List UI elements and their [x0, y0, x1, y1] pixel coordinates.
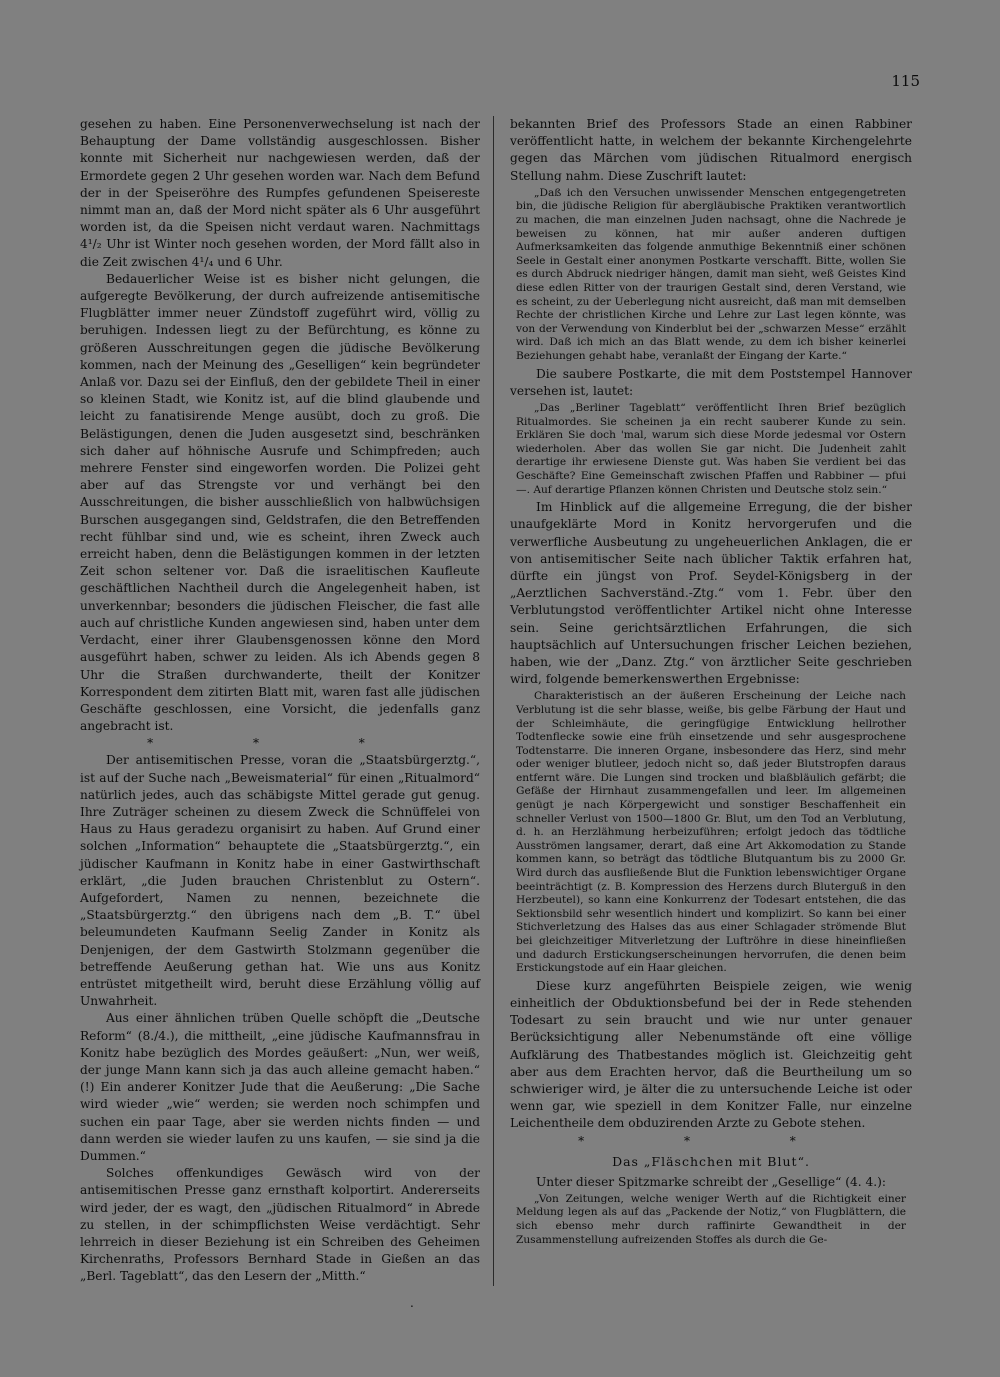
right-paragraph-4: Diese kurz angeführten Beispiele zeigen, wie wenig einheitlich der Obduktionsbefund bei der in Rede stehenden Todesart zu sein braucht und wie nur unter genauer Berücksichtigung aller Nebenumstände oft eine völlige Aufklärung des Thatbestandes möglich ist. Gleichzeitig geht aber aus dem Erachten hervor, daß die Beurtheilung um so schwieriger wird, je älter die zu untersuchende Leiche ist oder wenn gar, wie speziell in dem Konitzer Falle, nur einzelne Leichentheile dem obduzirenden Arzte zu Gebote stehen.	[510, 978, 912, 1131]
quote-postcard: „Das „Berliner Tageblatt“ veröffentlicht Ihren Brief bezüglich Ritualmordes. Sie scheinen ja ein recht sauberer Kunde zu sein. Erklären Sie doch 'mal, warum sich diese Morde jedesmal vor Ostern wiederholen. Aber das wollen Sie gar nicht. Die Judenheit zahlt derartige ihr erwiesene Dienste gut. Was haben Sie verdient bei das Geschäfte? Eine Gemeinschaft zwischen Pfaffen und Rabbiner — pfui —. Auf derartige Pflanzen können Christen und Deutsche stolz sein.“	[516, 401, 906, 496]
right-column	[510, 116, 912, 1249]
right-paragraph-5: Unter dieser Spitzmarke schreibt der „Gesellige“ (4. 4.):	[536, 1174, 886, 1189]
left-paragraph-3: Der antisemitischen Presse, voran die „Staatsbürgerztg.“, ist auf der Suche nach „Beweismaterial“ für einen „Ritualmord“ natürlich jedes, auch das schäbigste Mittel gerade gut genug. Ihre Zuträger scheinen zu diesem Zweck die Schnüffelei von Haus zu Haus geradezu organisirt zu haben. Auf Grund einer solchen „Information“ behauptete die „Staatsbürgerztg.“, ein jüdischer Kaufmann in Konitz habe in einer Gastwirthschaft erklärt, „die Juden brauchen Christenblut zu Ostern“. Aufgefordert, Namen zu nennen, bezeichnete die „Staatsbürgerztg.“ den übrigens nach dem „B. T.“ übel beleumundeten Kaufmann Seelig Zander in Konitz als Denjenigen, der dem Gastwirth Stolzmann gegenüber die betreffende Aeußerung gethan hat. Wie uns aus Konitz entrüstet mitgetheilt wird, beruht diese Erzählung völlig auf Unwahrheit.	[80, 753, 480, 1009]
left-paragraph-5: Solches offenkundiges Gewäsch wird von der antisemitischen Presse ganz ernsthaft kolportirt. Andererseits wird jeder, der es wagt, den „jüdischen Ritualmord“ in Abrede zu stellen, in der schimpflichsten Weise verdächtigt. Sehr lehrreich in dieser Beziehung ist ein Schreiben des Geheimen Kirchenraths, Professors Bernhard Stade in Gießen an das „Berl. Tageblatt“, das den Lesern der „Mitth.“	[80, 1166, 480, 1284]
left-column	[80, 116, 480, 1286]
left-paragraph-4: Aus einer ähnlichen trüben Quelle schöpft die „Deutsche Reform“ (8./4.), die mittheilt, „eine jüdische Kaufmannsfrau in Konitz habe bezüglich des Mordes geäußert: „Nun, wer weiß, der junge Mann kann sich ja das auch alleine gemacht haben.“ (!) Ein anderer Konitzer Jude that die Aeußerung: „Die Sache wird wieder „wie“ werden; sie werden noch schimpfen und suchen ein paar Tage, aber sie werden nichts finden — und dann werden sie wieder laufen zu uns kaufen, — sie sind ja die Dummen.“	[80, 1011, 480, 1163]
left-paragraph-1: gesehen zu haben. Eine Personenverwechselung ist nach der Behauptung der Dame vollständig ausgeschlossen. Bisher konnte mit Sicherheit nur nachgewiesen werden, daß der Ermordete gegen 2 Uhr gesehen worden war. Nach dem Befund der in der Speiseröhre des Rumpfes gefundenen Speisereste nimmt man an, daß der Mord nicht später als 6 Uhr ausgeführt worden ist, da die Speisen nicht verdaut waren. Nachmittags 4¹/₂ Uhr ist Winter noch gesehen worden, der Mord fällt also in die Zeit zwischen 4¹/₄ und 6 Uhr.	[80, 117, 480, 269]
right-paragraph-2: Die saubere Postkarte, die mit dem Poststempel Hannover versehen ist, lautet:	[510, 366, 912, 398]
section-heading: Das „Fläschchen mit Blut“.	[612, 1153, 810, 1169]
column-divider	[493, 116, 494, 1286]
quote-seydel-findings: Charakteristisch an der äußeren Erscheinung der Leiche nach Verblutung ist die sehr blasse, weiße, bis gelbe Färbung der Haut und der Schleimhäute, die geringfügige Entwicklung hellrother Todtenflecke sowie eine früh einsetzende und sehr ausgesprochene Todtenstarre. Die inneren Organe, insbesondere das Herz, sind mehr oder weniger blutleer, jedoch nicht so, daß jeder Blutstropfen daraus entfernt wäre. Die Lungen sind trocken und blaßbläulich gefärbt; die Gefäße der Hirnhaut zusammengefallen und leer. Im allgemeinen genügt je nach Körpergewicht und sonstiger Beschaffenheit ein schneller Verlust von 1500—1800 Gr. Blut, um den Tod an Verblutung, d. h. an Herzlähmung herbeizuführen; erfolgt jedoch das tödtliche Ausströmen langsamer, derart, daß eine Art Akkomodation zu Stande kommen kann, so beträgt das tödtliche Blutquantum bis zu 2000 Gr. Wird durch das ausfließende Blut die Funktion lebenswichtiger Organe beeinträchtigt (z. B. Kompression des Herzens durch Bluterguß in den Herzbeutel), so kann eine Konkurrenz der Todesart entstehen, die das Sektionsbild sehr wesentlich hindert und komplizirt. So kann bei einer Stichverletzung des Halses das aus einer Schlagader strömende Blut bei gleichzeitiger Mitverletzung der Luftröhre in diese hineinfließen und dadurch Erstickungserscheinungen hervorrufen, die denen beim Erstickungstode auf ein Haar gleichen.	[516, 690, 906, 975]
left-paragraph-2: Bedauerlicher Weise ist es bisher nicht gelungen, die aufgeregte Bevölkerung, der durch aufreizende antisemitische Flugblätter immer neuer Zündstoff zugeführt wird, völlig zu beruhigen. Indessen liegt zu der Befürchtung, es könne zu größeren Ausschreitungen gegen die jüdische Bevölkerung kommen, nach der Meinung des „Geselligen“ kein begründeter Anlaß vor. Dazu sei der Einfluß, den der gebildete Theil in einer so kleinen Stadt, wie Konitz ist, auf die blind glaubende und leicht zu fanatisirende Menge ausübt, doch zu groß. Die Belästigungen, denen die Juden ausgesetzt sind, beschränken sich daher auf höhnische Ausrufe und Schimpfreden; auch mehrere Fenster sind eingeworfen worden. Die Polizei geht aber auf das Strengste vor und verhängt bei den Ausschreitungen, die bisher ausschließlich von halbwüchsigen Burschen ausgegangen sind, Geldstrafen, die den Betreffenden recht fühlbar sind und, wie es scheint, ihren Zweck auch erreicht haben, denn die Belästigungen kommen in der letzten Zeit schon seltener vor. Daß die israelitischen Kaufleute geschäftlichen Nachtheil durch die Angelegenheit haben, ist unverkennbar; besonders die jüdischen Fleischer, die fast alle auch auf christliche Kunden angewiesen sind, haben unter dem Verdacht, einer ihrer Glaubensgenossen könne den Mord ausgeführt haben, schwer zu leiden. Als ich Abends gegen 8 Uhr die Straßen durchwanderte, theilt der Konitzer Korrespondent dem zitirten Blatt mit, waren fast alle jüdischen Geschäfte geschlossen, eine Vorsicht, die jedenfalls ganz angebracht ist.	[80, 271, 480, 734]
footer-mark: .	[410, 1296, 414, 1310]
section-separator-stars-right: * * *	[578, 1133, 844, 1148]
quote-stade-letter: „Daß ich den Versuchen unwissender Menschen entgegengetreten bin, die jüdische Religion für abergläubische Praktiken verantwortlich zu machen, die man einzelnen Juden nachsagt, ohne die Nachrede je beweisen zu können, hat mir außer anderen duftigen Aufmerksamkeiten das folgende anmuthige Bekenntniß einer schönen Seele in Gestalt einer anonymen Postkarte verschafft. Bitte, wollen Sie es durch Abdruck niedriger hängen, damit man sieht, weß Geistes Kind diese edlen Ritter von der traurigen Gestalt sind, deren Verstand, wie es scheint, zu der Ueberlegung nicht ausreicht, daß man mit demselben Rechte der christlichen Kirche und Lehre zur Last legen könnte, was von der Verwendung von Kinderblut bei der „schwarzen Messe“ erzählt wird. Daß ich mich an das Blatt wende, zu dem ich bisher keinerlei Beziehungen gehabt habe, veranlaßt der Eingang der Karte.“	[516, 186, 906, 362]
page-number: 115	[891, 72, 920, 90]
right-paragraph-1: bekannten Brief des Professors Stade an einen Rabbiner veröffentlicht hatte, in welchem der bekannte Kirchengelehrte gegen das Märchen vom jüdischen Ritualmord energisch Stellung nahm. Diese Zuschrift lautet:	[510, 117, 912, 183]
section-separator-stars: * * *	[147, 736, 413, 751]
quote-geselliger: „Von Zeitungen, welche weniger Werth auf die Richtigkeit einer Meldung legen als auf das „Packende der Notiz,“ von Flugblättern, die sich ebenso mehr durch raffinirte Gewandtheit in der Zusammenstellung aufreizenden Stoffes als durch die Ge-	[516, 1192, 906, 1246]
right-paragraph-3: Im Hinblick auf die allgemeine Erregung, die der bisher unaufgeklärte Mord in Konitz hervorgerufen und die verwerfliche Ausbeutung zu ungeheuerlichen Anklagen, die er von antisemitischer Seite nach üblicher Taktik erfahren hat, dürfte ein jüngst von Prof. Seydel-Königsberg in der „Aerztlichen Sachverständ.-Ztg.“ vom 1. Febr. über den Verblutungstod veröffentlichter Artikel nicht ohne Interesse sein. Seine gerichtsärztlichen Erfahrungen, die sich hauptsächlich auf Untersuchungen frischer Leichen beziehen, haben, wie der „Danz. Ztg.“ von ärztlicher Seite geschrieben wird, folgende bemerkenswerthen Ergebnisse:	[510, 500, 912, 687]
